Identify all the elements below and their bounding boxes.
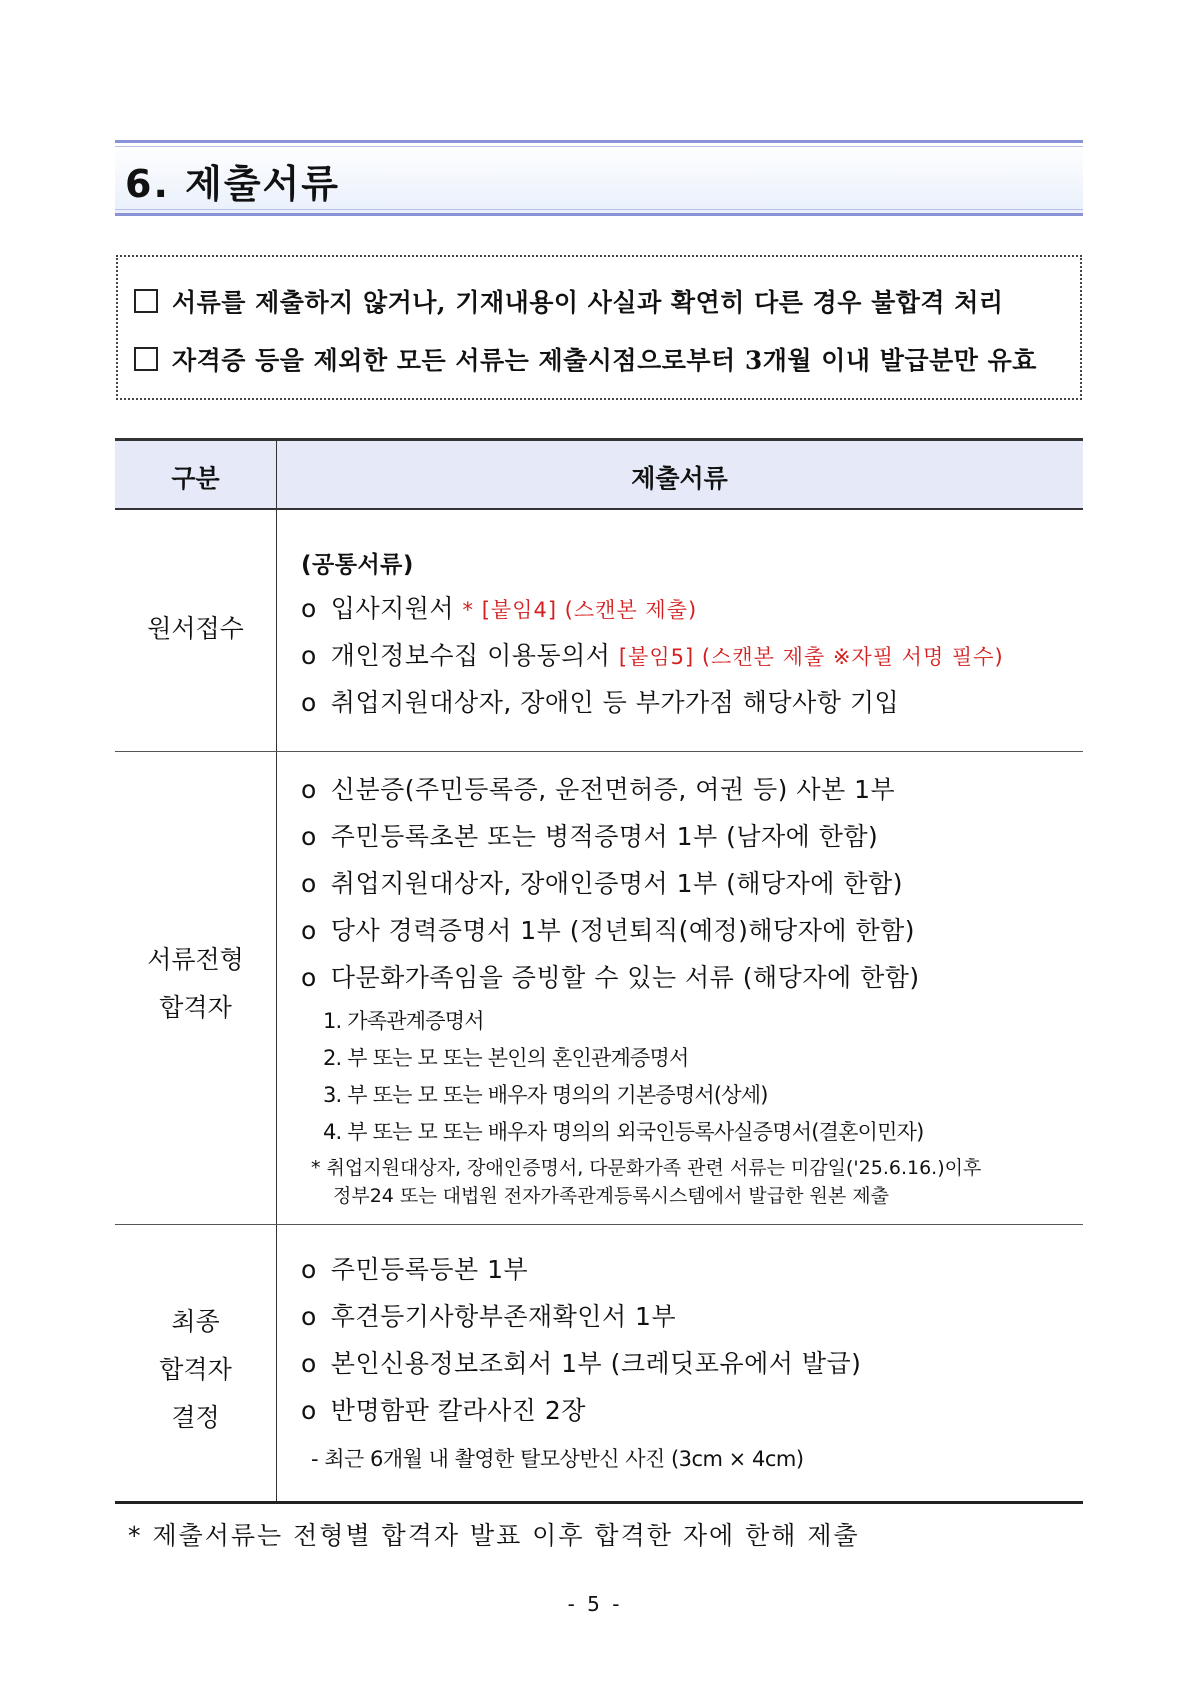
row-category-final-pass: 최종 합격자 결정 bbox=[159, 1307, 232, 1432]
list-item: o 입사지원서 * [붙임4] (스캔본 제출) bbox=[301, 594, 698, 623]
footnote: * 제출서류는 전형별 합격자 발표 이후 합격한 자에 한해 제출 bbox=[128, 1521, 860, 1550]
item-note: [붙임5] (스캔본 제출 ※자필 서명 필수) bbox=[618, 645, 1004, 669]
sub-item: 2. 부 또는 모 또는 본인의 혼인관계증명서 bbox=[323, 1046, 689, 1070]
notice-text: 자격증 등을 제외한 모든 서류는 제출시점으로부터 3개월 이내 발급분만 유효 bbox=[172, 346, 1037, 375]
list-item: o 주민등록초본 또는 병적증명서 1부 (남자에 한함) bbox=[301, 822, 879, 851]
checkbox-icon bbox=[134, 347, 158, 371]
sub-item: 3. 부 또는 모 또는 배우자 명의의 기본증명서(상세) bbox=[323, 1083, 768, 1107]
list-item: o 신분증(주민등록증, 운전면허증, 여권 등) 사본 1부 bbox=[301, 775, 896, 804]
list-item: o 다문화가족임을 증빙할 수 있는 서류 (해당자에 한함) bbox=[301, 963, 920, 992]
section-title: 6. 제출서류 bbox=[125, 162, 340, 206]
row-category-document-screening: 서류전형 합격자 bbox=[147, 945, 244, 1022]
row-divider bbox=[115, 1224, 1083, 1225]
header-category: 구분 bbox=[171, 464, 220, 493]
list-item: o 개인정보수집 이용동의서 [붙임5] (스캔본 제출 ※자필 서명 필수) bbox=[301, 641, 1004, 670]
notice-item bbox=[134, 283, 1004, 319]
table-header bbox=[115, 438, 1083, 510]
page-number: - 5 - bbox=[567, 1592, 623, 1616]
list-item: o 후견등기사항부존재확인서 1부 bbox=[301, 1302, 677, 1331]
sub-item: 4. 부 또는 모 또는 배우자 명의의 외국인등록사실증명서(결혼이민자) bbox=[323, 1120, 924, 1144]
list-item: o 본인신용정보조회서 1부 (크레딧포유에서 발급) bbox=[301, 1349, 862, 1378]
section-heading-bar bbox=[115, 140, 1083, 216]
row-divider bbox=[115, 751, 1083, 752]
list-item: o 취업지원대상자, 장애인 등 부가가점 해당사항 기입 bbox=[301, 688, 900, 717]
list-item: o 반명함판 칼라사진 2장 bbox=[301, 1396, 586, 1425]
sub-note: - 최근 6개월 내 촬영한 탈모상반신 사진 (3cm × 4cm) bbox=[311, 1447, 804, 1471]
table-bottom-rule bbox=[115, 1501, 1083, 1504]
group-label: (공통서류) bbox=[301, 552, 414, 578]
list-item: o 취업지원대상자, 장애인증명서 1부 (해당자에 한함) bbox=[301, 869, 903, 898]
notice-box bbox=[116, 255, 1082, 400]
item-note: * [붙임4] (스캔본 제출) bbox=[462, 598, 698, 622]
sub-item: 1. 가족관계증명서 bbox=[323, 1009, 484, 1033]
row-category-application: 원서접수 bbox=[147, 614, 244, 643]
row-note: * 취업지원대상자, 장애인증명서, 다문화가족 관련 서류는 미감일('25.6.16.)이후 bbox=[311, 1157, 982, 1179]
list-item: o 주민등록등본 1부 bbox=[301, 1255, 529, 1284]
checkbox-icon bbox=[134, 289, 158, 313]
notice-text: 서류를 제출하지 않거나, 기재내용이 사실과 확연히 다른 경우 불합격 처리 bbox=[172, 288, 1004, 317]
column-divider bbox=[276, 438, 277, 1501]
row-note: 정부24 또는 대법원 전자가족관계등록시스템에서 발급한 원본 제출 bbox=[333, 1185, 889, 1207]
list-item: o 당사 경력증명서 1부 (정년퇴직(예정)해당자에 한함) bbox=[301, 916, 916, 945]
header-documents: 제출서류 bbox=[631, 464, 728, 493]
notice-item bbox=[134, 341, 1037, 377]
